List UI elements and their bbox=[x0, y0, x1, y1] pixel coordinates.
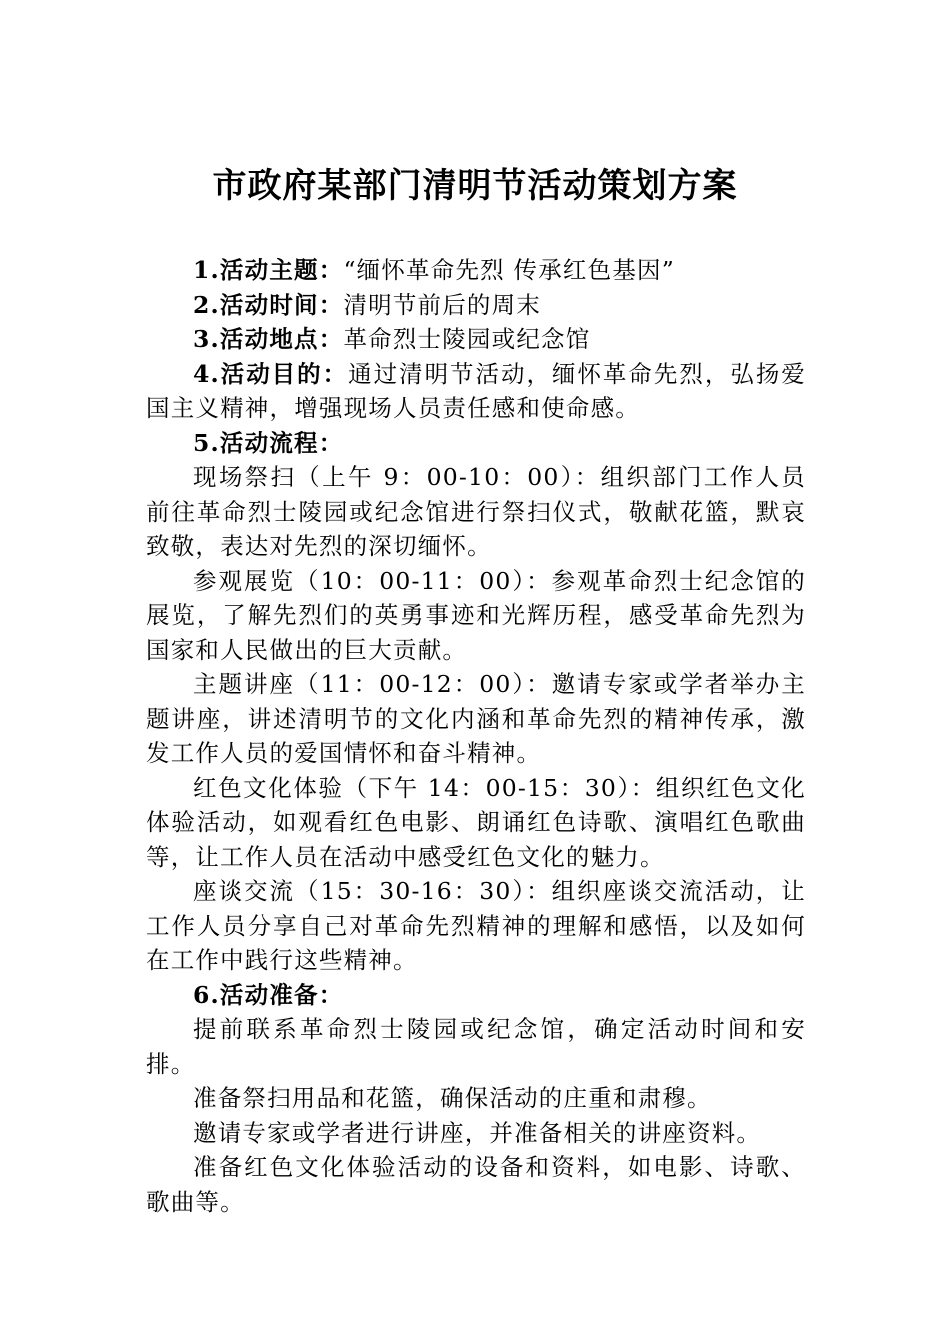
section-time bbox=[146, 288, 806, 323]
section-text: 革命烈士陵园或纪念馆 bbox=[343, 325, 591, 353]
section-purpose bbox=[146, 357, 806, 426]
preparation-item: 准备红色文化体验活动的设备和资料，如电影、诗歌、歌曲等。 bbox=[146, 1153, 806, 1216]
section-label: 5.活动流程： bbox=[193, 428, 344, 457]
process-item: 座谈交流（15：30-16：30）：组织座谈交流活动，让工作人员分享自己对革命先烈精神的理解和感悟，以及如何在工作中践行这些精神。 bbox=[146, 877, 806, 974]
section-label: 4.活动目的： bbox=[193, 359, 349, 388]
section-label: 3.活动地点： bbox=[193, 325, 344, 353]
preparation-item: 准备祭扫用品和花篮，确保活动的庄重和肃穆。 bbox=[193, 1084, 712, 1112]
section-theme bbox=[146, 253, 806, 288]
section-preparation-heading bbox=[146, 978, 806, 1013]
process-item: 红色文化体验（下午 14：00-15：30）：组织红色文化体验活动，如观看红色电影、朗诵红色诗歌、演唱红色歌曲等，让工作人员在活动中感受红色文化的魅力。 bbox=[146, 773, 806, 871]
preparation-item: 邀请专家或学者进行讲座，并准备相关的讲座资料。 bbox=[193, 1118, 762, 1147]
process-item: 主题讲座（11：00-12：00）：邀请专家或学者举办主题讲座，讲述清明节的文化内涵和革命先烈的精神传承，激发工作人员的爱国情怀和奋斗精神。 bbox=[146, 670, 806, 767]
preparation-item: 提前联系革命烈士陵园或纪念馆，确定活动时间和安排。 bbox=[146, 1015, 806, 1078]
section-text: “缅怀革命先烈 传承红色基因” bbox=[343, 256, 675, 284]
section-label: 6.活动准备： bbox=[193, 980, 344, 1009]
section-process-heading bbox=[146, 426, 806, 461]
process-item: 现场祭扫（上午 9：00-10：00）：组织部门工作人员前往革命烈士陵园或纪念馆进行祭扫仪式，敬献花篮，默哀致敬，表达对先烈的深切缅怀。 bbox=[146, 463, 806, 560]
section-text: 清明节前后的周末 bbox=[343, 290, 542, 319]
section-text: 通过清明节活动，缅怀革命先烈，弘扬爱国主义精神，增强现场人员责任感和使命感。 bbox=[146, 359, 806, 422]
section-place bbox=[146, 322, 806, 357]
process-item: 参观展览（10：00-11：00）：参观革命烈士纪念馆的展览，了解先烈们的英勇事迹和光辉历程，感受革命先烈为国家和人民做出的巨大贡献。 bbox=[146, 566, 806, 664]
document-body bbox=[146, 253, 806, 1219]
section-label: 1.活动主题： bbox=[193, 256, 344, 284]
document-title: 市政府某部门清明节活动策划方案 bbox=[212, 166, 738, 206]
section-label: 2.活动时间： bbox=[193, 290, 344, 319]
